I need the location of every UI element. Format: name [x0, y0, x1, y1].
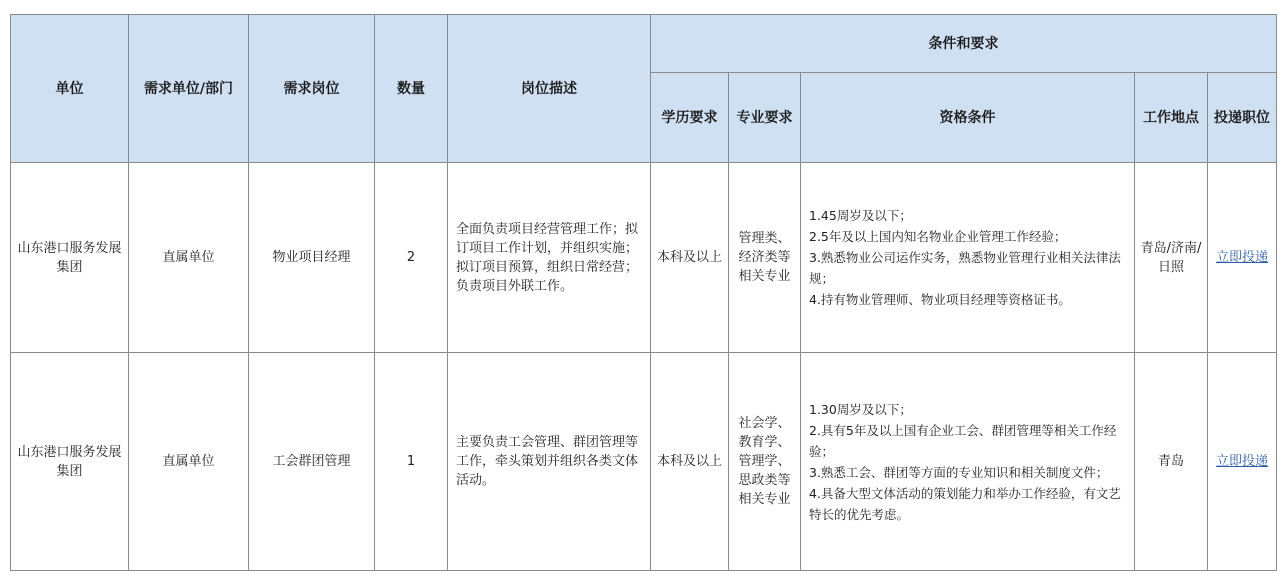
qualification-item: 3.熟悉物业公司运作实务，熟悉物业管理行业相关法律法规；: [809, 250, 1121, 286]
header-education: 学历要求: [651, 73, 729, 163]
cell-unit: 山东港口服务发展集团: [11, 353, 129, 571]
cell-location: 青岛/济南/日照: [1135, 163, 1208, 353]
header-qualifications: 资格条件: [801, 73, 1135, 163]
qualification-item: 3.熟悉工会、群团等方面的专业知识和相关制度文件；: [809, 464, 1109, 480]
header-unit: 单位: [11, 15, 129, 163]
header-position: 需求岗位: [249, 15, 375, 163]
cell-apply: [1208, 163, 1277, 353]
qualification-item: 4.持有物业管理师、物业项目经理等资格证书。: [809, 292, 1071, 307]
cell-position: 物业项目经理: [249, 163, 375, 353]
cell-dept: 直属单位: [129, 353, 249, 571]
header-dept: 需求单位/部门: [129, 15, 249, 163]
qualification-item: 2.5年及以上国内知名物业企业管理工作经验；: [809, 229, 1067, 244]
header-conditions: 条件和要求: [651, 15, 1277, 73]
qualification-item: 4.具备大型文体活动的策划能力和举办工作经验，有文艺特长的优先考虑。: [809, 485, 1121, 522]
cell-education: 本科及以上: [651, 353, 729, 571]
cell-education: 本科及以上: [651, 163, 729, 353]
cell-desc: 全面负责项目经营管理工作；拟订项目工作计划，并组织实施；拟订项目预算，组织日常经营；负责项目外联工作。: [448, 163, 651, 353]
table-row: [11, 163, 1277, 353]
header-apply: 投递职位: [1208, 73, 1277, 163]
cell-unit: 山东港口服务发展集团: [11, 163, 129, 353]
cell-position: 工会群团管理: [249, 353, 375, 571]
header-desc: 岗位描述: [448, 15, 651, 163]
apply-link[interactable]: 立即投递: [1215, 250, 1268, 265]
apply-link[interactable]: 立即投递: [1215, 454, 1268, 469]
cell-count: 1: [375, 353, 448, 571]
qualification-item: 1.30周岁及以下；: [809, 401, 912, 417]
cell-location: 青岛: [1135, 353, 1208, 571]
cell-qualifications: [801, 353, 1135, 571]
table-row: [11, 353, 1277, 571]
job-table: [10, 14, 1277, 571]
cell-dept: 直属单位: [129, 163, 249, 353]
cell-count: 2: [375, 163, 448, 353]
cell-desc: 主要负责工会管理、群团管理等工作，牵头策划并组织各类文体活动。: [448, 353, 651, 571]
cell-apply: [1208, 353, 1277, 571]
cell-qualifications: [801, 163, 1135, 353]
header-count: 数量: [375, 15, 448, 163]
header-location: 工作地点: [1135, 73, 1208, 163]
qualification-item: 2.具有5年及以上国有企业工会、群团管理等相关工作经验；: [809, 422, 1117, 459]
qualification-item: 1.45周岁及以下；: [809, 208, 912, 223]
cell-major: 管理类、经济类等相关专业: [729, 163, 801, 353]
header-major: 专业要求: [729, 73, 801, 163]
cell-major: 社会学、教育学、管理学、思政类等相关专业: [729, 353, 801, 571]
